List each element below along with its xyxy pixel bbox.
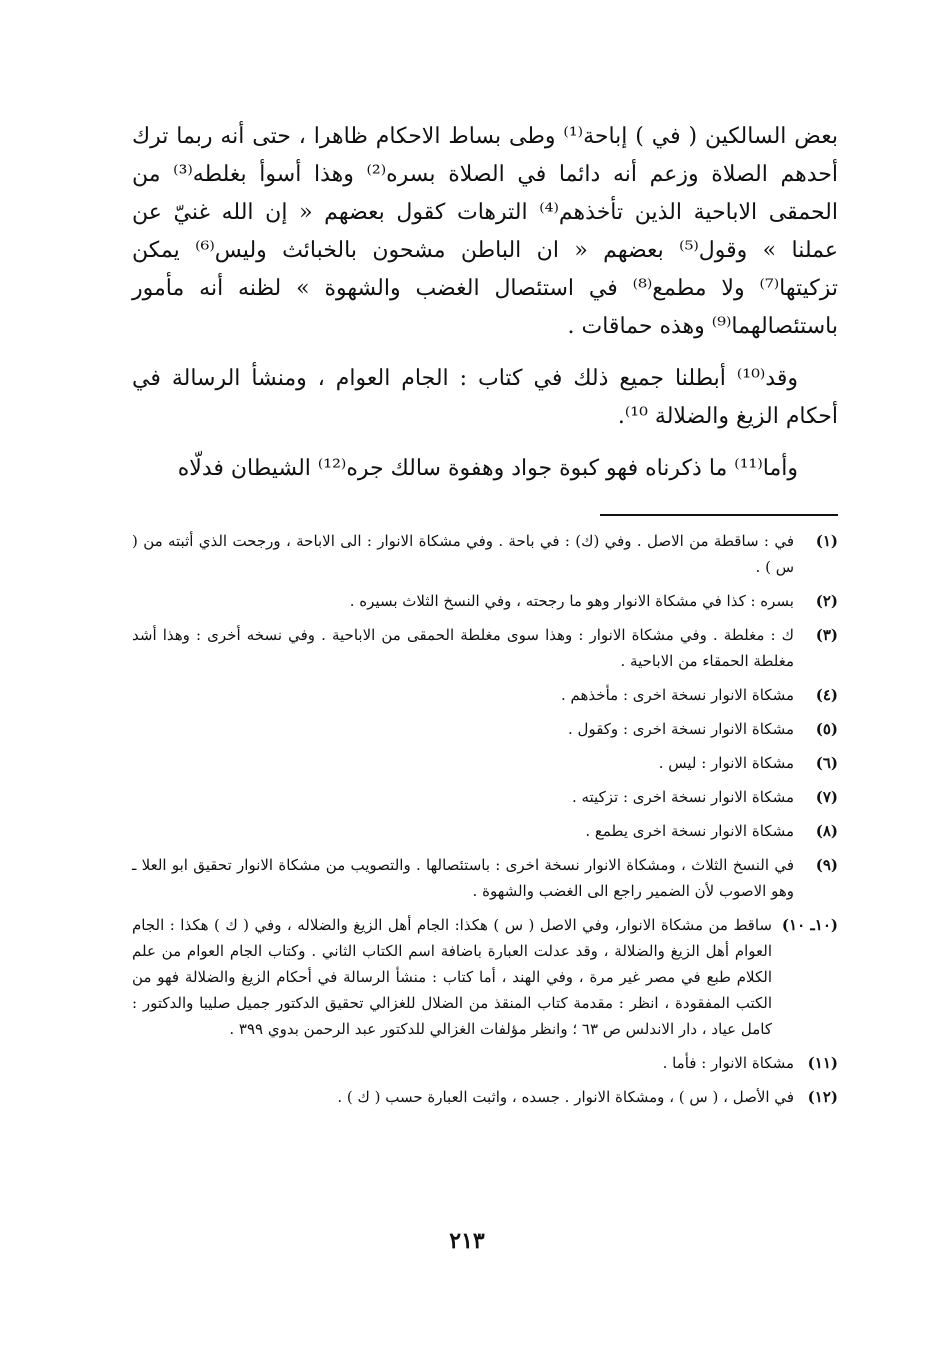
footnote-number: (٧) (815, 788, 838, 806)
footnote-text: في النسخ الثلاث ، ومشكاة الانوار نسخة اخرى : باستئصالها . والتصويب من مشكاة الانوار تحقيق ابو العلا ـ وهو الاصوب لأن الضمير راجع الى الغضب والشهوة . (132, 856, 794, 900)
footnote-text: مشكاة الانوار نسخة اخرى : وكقول . (568, 720, 794, 738)
footnote-12 (132, 1084, 838, 1110)
footnote-7 (132, 784, 838, 810)
page-number: ٢١٣ (449, 1228, 485, 1254)
footnote-number: (٤) (815, 686, 838, 704)
footnote-number: (١١) (807, 1054, 838, 1072)
footnote-text: مشكاة الانوار : فأما . (662, 1054, 794, 1072)
footnote-text: في : ساقطة من الاصل . وفي (ك) : في باحة . وفي مشكاة الانوار : الى الاباحة ، ورجحت الذي أثبته من ( س ) . (132, 532, 794, 576)
footnote-number: (٦) (815, 754, 838, 772)
footnote-6 (132, 750, 838, 776)
footnote-text: في الأصل ، ( س ) ، ومشكاة الانوار . جسده ، واثبت العبارة حسب ( ك ) . (337, 1088, 794, 1106)
footnote-10 (132, 912, 838, 1042)
footnote-number: (١) (815, 532, 838, 550)
footnote-9 (132, 852, 838, 904)
footnote-number: (١٢) (807, 1088, 838, 1106)
footnote-separator (600, 514, 838, 516)
footnote-text: ساقط من مشكاة الانوار، وفي الاصل ( س ) هكذا: الجام أهل الزيغ والضلاله ، وفي ( ك ) هكذا : الجام العوام أهل الزيغ والضلالة ، وقد عدلت العبارة باضافة اسم الكتاب الثاني . وكتاب الجام العوام من علم الكلام طبع في مصر غير مرة ، وفي الهند ، أما كتاب : منشأ الرسالة في أحكام الزيغ والضلالة فهو من الكتب المفقودة ، انظر : مقدمة كتاب المنقذ من الضلال للغزالي تحقيق الدكتور جميل صليبا والدكتور : كامل عياد ، دار الاندلس ص ٦٣ ؛ وانظر مؤلفات الغزالي للدكتور عبد الرحمن بدوي ٣٩٩ . (132, 916, 772, 1038)
footnote-1 (132, 528, 838, 580)
footnote-number: (٥) (815, 720, 838, 738)
paragraph-1: بعض السالكين ( في ) إباحة⁽¹⁾ وطى بساط الاحكام ظاهرا ، حتى أنه ربما ترك أحدهم الصلاة وزعم أنه دائما في الصلاة بسره⁽²⁾ وهذا أسوأ بغلطه⁽³⁾ من الحمقى الاباحية الذين تأخذهم⁽⁴⁾ الترهات كقول بعضهم « إن الله غنيّ عن عملنا » وقول⁽⁵⁾ بعضهم « ان الباطن مشحون بالخبائث وليس⁽⁶⁾ يمكن تزكيتها⁽⁷⁾ ولا مطمع⁽⁸⁾ في استئصال الغضب والشهوة » لظنه أنه مأمور باستئصالهما⁽⁹⁾ وهذه حماقات . (132, 124, 838, 339)
footnote-text: مشكاة الانوار : ليس . (658, 754, 794, 772)
footnote-number: (١٠ـ ١٠) (781, 916, 838, 934)
footnote-8 (132, 818, 838, 844)
footnote-number: (٩) (815, 856, 838, 874)
footnote-text: مشكاة الانوار نسخة اخرى : تزكيته . (571, 788, 794, 806)
footnote-number: (٣) (815, 626, 838, 644)
footnotes (132, 528, 838, 1118)
footnote-4 (132, 682, 838, 708)
footnote-text: ك : مغلطة . وفي مشكاة الانوار : وهذا سوى مغلطة الحمقى من الاباحية . وفي نسخه أخرى : وهذا أشد مغلطة الحمقاء من الاباحية . (132, 626, 794, 670)
footnote-2 (132, 588, 838, 614)
footnote-number: (٨) (815, 822, 838, 840)
footnote-11 (132, 1050, 838, 1076)
main-text (132, 118, 838, 502)
footnote-5 (132, 716, 838, 742)
paragraph-3: وأما⁽¹¹⁾ ما ذكرناه فهو كبوة جواد وهفوة سالك جره⁽¹²⁾ الشيطان فدلّاه (177, 456, 798, 481)
footnote-text: مشكاة الانوار نسخة اخرى يطمع . (585, 822, 794, 840)
footnote-text: بسره : كذا في مشكاة الانوار وهو ما رجحته ، وفي النسخ الثلاث بسيره . (349, 592, 794, 610)
footnote-number: (٢) (815, 592, 838, 610)
footnote-text: مشكاة الانوار نسخة اخرى : مأخذهم . (561, 686, 794, 704)
paragraph-2: وقد⁽¹⁰⁾ أبطلنا جميع ذلك في كتاب : الجام العوام ، ومنشأ الرسالة في أحكام الزيغ والضلالة ¹⁰⁾. (132, 366, 838, 429)
footnote-3 (132, 622, 838, 674)
